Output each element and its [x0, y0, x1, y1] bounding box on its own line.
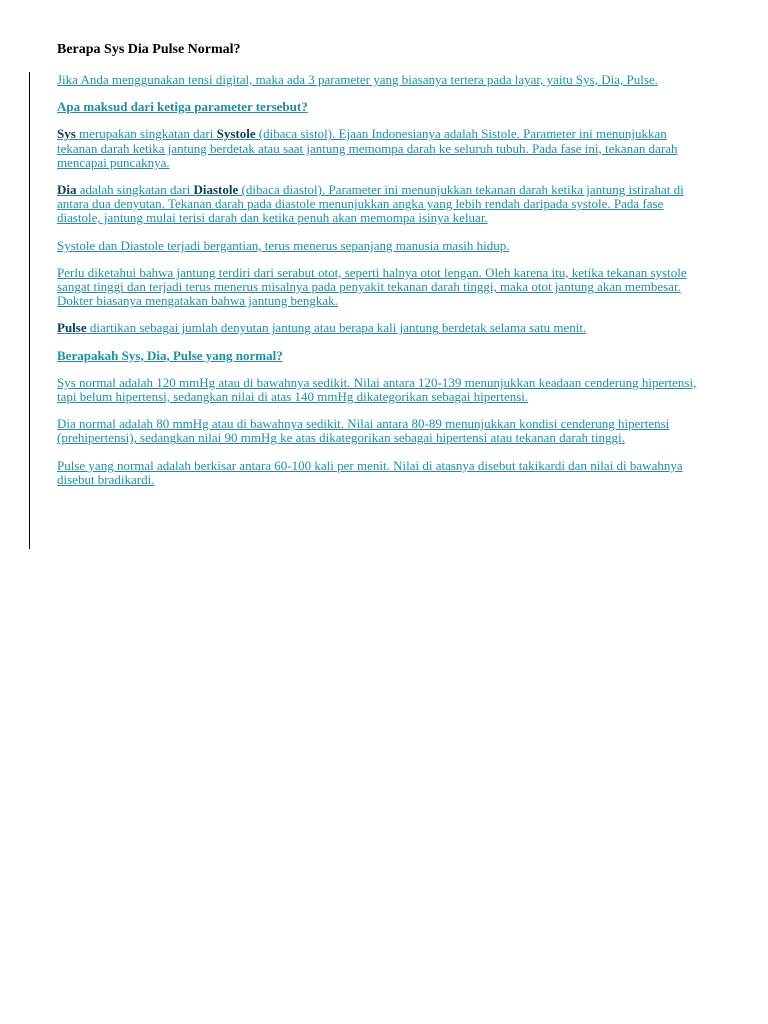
paragraph-intro[interactable]: Jika Anda menggunakan tensi digital, maka ada 3 parameter yang biasanya tertera pada layar, yaitu Sys, Dia, Pulse.	[57, 72, 658, 87]
paragraph-dia-normal[interactable]: Dia normal adalah 80 mmHg atau di bawahnya sedikit. Nilai antara 80-89 menunjukkan kondisi cenderung hipertensi (prehipertensi), sedangkan nilai 90 mmHg ke atas dikategorikan sebagai hipertensi atau tekanan darah tinggi.	[57, 416, 670, 446]
term-diastole: Diastole	[193, 182, 239, 198]
paragraph-sys-normal[interactable]: Sys normal adalah 120 mmHg atau di bawahnya sedikit. Nilai antara 120-139 menunjukkan keadaan cenderung hipertensi, tapi belum hipertensi, sedangkan nilai di atas 140 mmHg dikategorikan sebagai hipertensi.	[57, 374, 697, 405]
paragraph-alternate[interactable]: Systole dan Diastole terjadi bergantian, terus menerus sepanjang manusia masih hidup.	[57, 237, 510, 253]
term-dia: Dia	[57, 182, 77, 198]
paragraph-pulse[interactable]	[57, 321, 707, 335]
term-pulse: Pulse	[57, 320, 87, 336]
blockquote-bar	[29, 72, 30, 549]
sys-text-1: merupakan singkatan dari	[75, 126, 217, 142]
heading-question-2[interactable]: Berapakah Sys, Dia, Pulse yang normal?	[57, 347, 283, 363]
heading-question-1[interactable]: Apa maksud dari ketiga parameter tersebut?	[57, 99, 308, 115]
paragraph-dia[interactable]	[57, 183, 707, 226]
dia-text-1: adalah singkatan dari	[76, 182, 194, 198]
page-title: Berapa Sys Dia Pulse Normal?	[57, 42, 241, 57]
paragraph-muscle[interactable]: Perlu diketahui bahwa jantung terdiri dari serabut otot, seperti halnya otot lengan. Oleh karena itu, ketika tekanan systole sangat tinggi dan terjadi terus menerus misalnya pada penyakit tekanan darah tinggi, maka otot jantung akan membesar. Dokter biasanya mengatakan bahwa jantung bengkak.	[57, 264, 687, 309]
paragraph-pulse-normal[interactable]: Pulse yang normal adalah berkisar antara 60-100 kali per menit. Nilai di atasnya disebut takikardi dan nilai di bawahnya disebut bradikardi.	[57, 457, 683, 487]
dia-text-2: (dibaca diastol). Parameter ini menunjukkan tekanan darah ketika jantung istirahat di antara dua denyutan. Tekanan darah pada diastole menunjukkan angka yang lebih rendah daripada systole. Pada fase diastole, jantung mulai terisi darah dan ketika penuh akan memompa isinya keluar.	[57, 182, 684, 226]
term-systole: Systole	[216, 126, 256, 142]
pulse-text-1: diartikan sebagai jumlah denyutan jantung atau berapa kali jantung berdetak selama satu menit.	[86, 320, 587, 336]
sys-text-2: (dibaca sistol). Ejaan Indonesianya adalah Sistole. Parameter ini menunjukkan tekanan darah ketika jantung berdetak atau saat jantung memompa darah ke seluruh tubuh. Pada fase ini, tekanan darah mencapai puncaknya.	[57, 126, 678, 170]
term-sys: Sys	[57, 126, 76, 142]
article-body	[57, 73, 707, 500]
paragraph-sys[interactable]	[57, 127, 707, 170]
